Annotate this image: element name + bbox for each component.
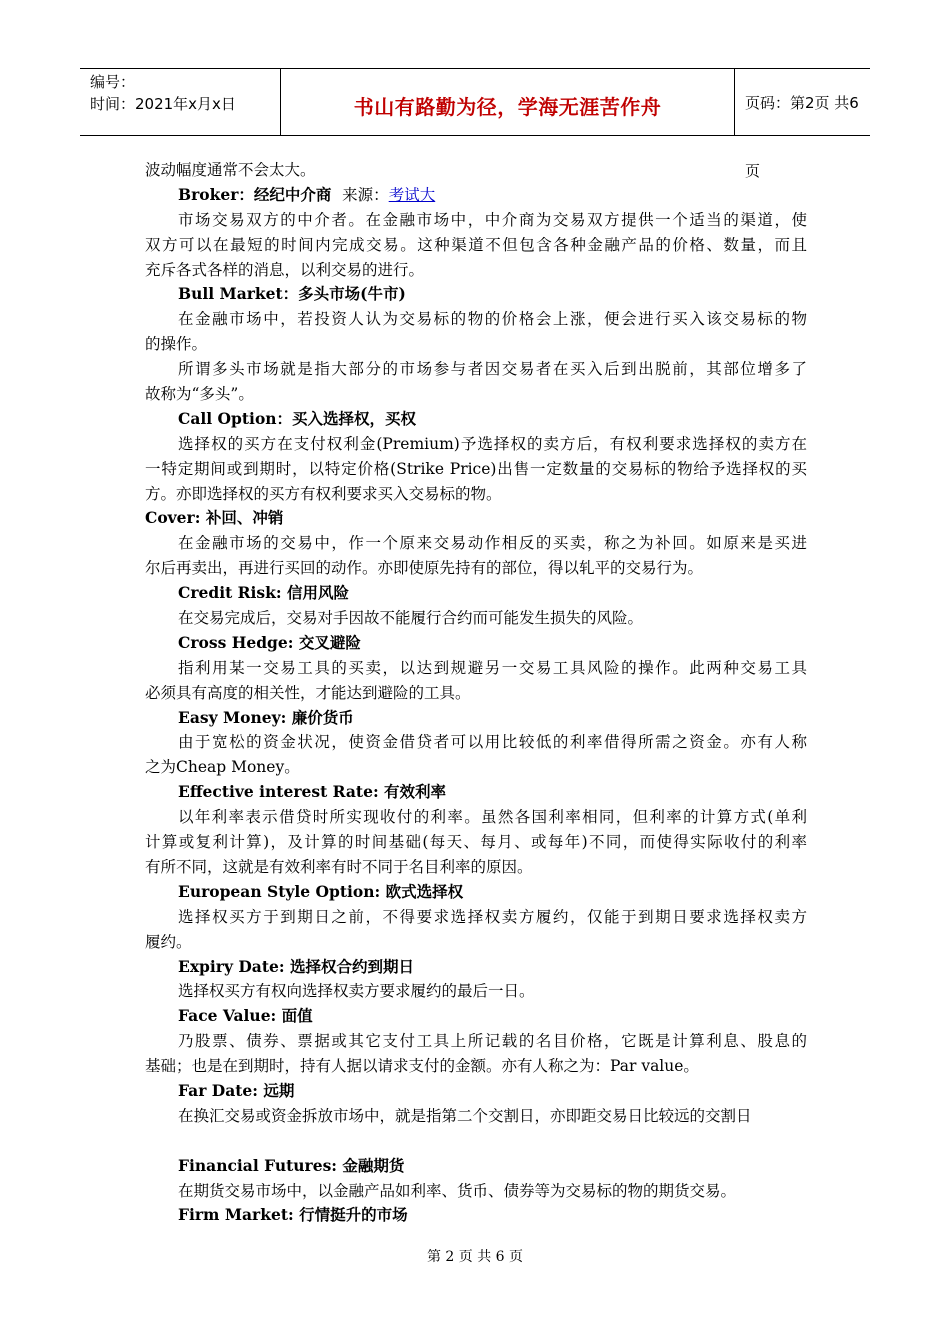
- paragraph-line: 有所不同，这就是有效利率有时不同于名目利率的原因。: [145, 857, 533, 876]
- paragraph-line: 指利用某一交易工具的买卖，以达到规避另一交易工具风险的操作。此两种交易工具: [178, 658, 807, 677]
- paragraph-line: 基础；也是在到期时，持有人据以请求支付的金额。亦有人称之为：Par value。: [145, 1057, 699, 1076]
- term-broker: Broker：经纪中介商: [178, 184, 332, 204]
- term-heading: Face Value: 面值: [178, 1006, 313, 1026]
- paragraph-line: 充斥各式各样的消息，以利交易的进行。: [145, 260, 425, 279]
- source-label: 来源：: [342, 185, 389, 204]
- paragraph-line: 以年利率表示借贷时所实现收付的利率。虽然各国利率相同，但利率的计算方式(单利: [178, 808, 807, 827]
- time-label: 时间：2021年x月x日: [90, 95, 236, 113]
- paragraph-line: 在金融市场中，若投资人认为交易标的物的价格会上涨，便会进行买入该交易标的物: [178, 310, 807, 329]
- number-label: 编号：: [90, 73, 136, 91]
- header-left-cell: [80, 69, 280, 135]
- paragraph-line: 选择权买方有权向选择权卖方要求履约的最后一日。: [178, 982, 535, 1001]
- motto: 书山有路勤为径，学海无涯苦作舟: [353, 95, 662, 119]
- paragraph-line: 的操作。: [145, 335, 208, 354]
- term-heading: Credit Risk: 信用风险: [178, 583, 349, 603]
- header-center-cell: [280, 69, 735, 135]
- term-heading: [145, 183, 807, 208]
- document-body: [145, 158, 807, 1228]
- paragraph-line: 一特定期间或到期时，以特定价格(Strike Price)出售一定数量的交易标的物给予选择权的买: [145, 459, 807, 478]
- blank-line: [145, 1129, 807, 1154]
- paragraph-line: 由于宽松的资金状况，使资金借贷者可以用比较低的利率借得所需之资金。亦有人称: [178, 733, 807, 752]
- paragraph-line: 选择权的买方在支付权利金(Premium)予选择权的卖方后，有权利要求选择权的卖方在: [178, 434, 807, 453]
- paragraph-line: 必须具有高度的相关性，才能达到避险的工具。: [145, 683, 471, 702]
- term-heading: Far Date: 远期: [178, 1080, 295, 1100]
- paragraph-line: 履约。: [145, 932, 192, 951]
- paragraph-line: 之为Cheap Money。: [145, 758, 300, 777]
- term-heading: European Style Option: 欧式选择权: [178, 881, 464, 901]
- term-heading: Call Option：买入选择权，买权: [178, 408, 417, 428]
- paragraph-line: 双方可以在最短的时间内完成交易。这种渠道不但包含各种金融产品的价格、数量，而且: [145, 235, 807, 254]
- paragraph-line: 乃股票、债券、票据或其它支付工具上所记载的名目价格，它既是计算利息、股息的: [178, 1032, 807, 1051]
- paragraph-line: 在期货交易市场中，以金融产品如利率、货币、债券等为交易标的物的期货交易。: [178, 1181, 737, 1200]
- paragraph-line: 故称为“多头”。: [145, 385, 254, 404]
- paragraph-line: 选择权买方于到期日之前，不得要求选择权卖方履约，仅能于到期日要求选择权卖方: [178, 907, 807, 926]
- paragraph-line: 波动幅度通常不会太大。: [145, 161, 316, 179]
- term-heading: Bull Market：多头市场(牛市): [178, 284, 406, 304]
- term-heading: Financial Futures: 金融期货: [178, 1155, 405, 1175]
- paragraph-line: 尔后再卖出，再进行买回的动作。亦即使原先持有的部位，得以轧平的交易行为。: [145, 559, 704, 578]
- term-heading: Cross Hedge: 交叉避险: [178, 632, 361, 652]
- paragraph-line: 在换汇交易或资金拆放市场中，就是指第二个交割日，亦即距交易日比较远的交割日: [178, 1106, 752, 1125]
- paragraph-line: 市场交易双方的中介者。在金融市场中，中介商为交易双方提供一个适当的渠道，使: [178, 210, 807, 229]
- source-link[interactable]: 考试大: [388, 185, 436, 204]
- term-heading: Firm Market: 行情挺升的市场: [178, 1205, 408, 1225]
- term-heading: Easy Money: 廉价货币: [178, 707, 354, 727]
- paragraph-line: 在交易完成后，交易对手因故不能履行合约而可能发生损失的风险。: [178, 609, 644, 628]
- paragraph-line: 计算或复利计算)，及计算的时间基础(每天、每月、或每年)不同，而使得实际收付的利率: [145, 833, 807, 852]
- paragraph-line: 在金融市场的交易中，作一个原来交易动作相反的买卖，称之为补回。如原来是买进: [178, 534, 807, 553]
- term-heading: Cover: 补回、冲销: [145, 508, 284, 528]
- term-heading: Expiry Date: 选择权合约到期日: [178, 956, 414, 976]
- page-label: 页码：第2页 共6页: [745, 94, 859, 180]
- paragraph-line: 所谓多头市场就是指大部分的市场参与者因交易者在买入后到出脱前，其部位增多了: [178, 360, 807, 379]
- page-footer: 第 2 页 共 6 页: [426, 1249, 524, 1265]
- paragraph-line: 方。亦即选择权的买方有权利要求买入交易标的物。: [145, 484, 502, 503]
- term-heading: Effective interest Rate: 有效利率: [178, 782, 447, 802]
